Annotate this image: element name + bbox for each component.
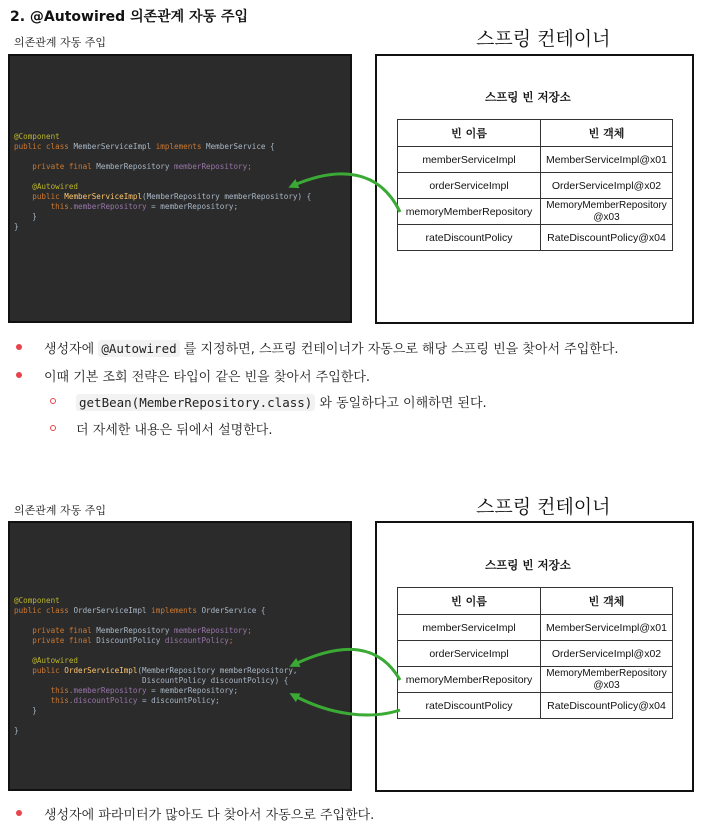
col-bean-object: 빈 객체 (541, 588, 673, 615)
bullet-dot (16, 810, 22, 816)
spring-container-box (375, 54, 694, 324)
bullet-text: 생성자에 @Autowired 를 지정하면, 스프링 컨테이너가 자동으로 해당 스프링 빈을 찾아서 주입한다. (44, 341, 619, 357)
col-bean-name: 빈 이름 (398, 588, 541, 615)
diagram-label: 의존관계 자동 주입 (14, 504, 107, 517)
bean-object-cell: RateDiscountPolicy@x04 (541, 225, 673, 251)
table-row (398, 225, 673, 251)
table-header-row (398, 120, 673, 147)
bean-object-cell: MemberServiceImpl@x01 (541, 615, 673, 641)
spring-container-box (375, 521, 694, 792)
bean-table (397, 119, 673, 251)
table-row (398, 147, 673, 173)
bean-repository-title: 스프링 빈 저장소 (485, 558, 571, 572)
table-row (398, 641, 673, 667)
code-block: @Component public class MemberServiceImpl implements MemberService { private final MemberRepository memberRepository; @Autowired public MemberServiceImpl(MemberRepository memberRepository) { this.memberRepository = memberRepository; } } (14, 132, 312, 231)
bean-object-cell: MemoryMemberRepository @x03 (541, 667, 673, 693)
bullet-dot (16, 372, 22, 378)
bullet-text: 이때 기본 조회 전략은 타입이 같은 빈을 찾아서 주입한다. (44, 370, 371, 385)
bean-object-cell: MemberServiceImpl@x01 (541, 147, 673, 173)
table-row (398, 667, 673, 693)
bean-name-cell: memberServiceImpl (398, 147, 541, 173)
bean-name-cell: memberServiceImpl (398, 615, 541, 641)
container-title: 스프링 컨테이너 (476, 496, 611, 518)
col-bean-name: 빈 이름 (398, 120, 541, 147)
table-row (398, 693, 673, 719)
bean-object-cell: MemoryMemberRepository @x03 (541, 199, 673, 225)
inline-code: @Autowired (98, 340, 179, 357)
table-header-row (398, 588, 673, 615)
bean-repository-title: 스프링 빈 저장소 (485, 90, 571, 104)
table-row (398, 615, 673, 641)
table-row (398, 173, 673, 199)
bullet-text: 더 자세한 내용은 뒤에서 설명한다. (76, 423, 273, 438)
bean-object-cell: OrderServiceImpl@x02 (541, 641, 673, 667)
bean-object-cell: OrderServiceImpl@x02 (541, 173, 673, 199)
bullet-text: 생성자에 파라미터가 많아도 다 찾아서 자동으로 주입한다. (44, 808, 375, 823)
bean-name-cell: memoryMemberRepository (398, 199, 541, 225)
sub-bullet-ring (50, 398, 56, 404)
section-heading: 2. @Autowired 의존관계 자동 주입 (10, 9, 249, 25)
bean-name-cell: orderServiceImpl (398, 173, 541, 199)
bean-name-cell: rateDiscountPolicy (398, 693, 541, 719)
inline-code: getBean(MemberRepository.class) (76, 394, 315, 411)
table-row (398, 199, 673, 225)
diagram-label: 의존관계 자동 주입 (14, 36, 107, 49)
code-panel (8, 521, 352, 791)
bean-table (397, 587, 673, 719)
bean-name-cell: orderServiceImpl (398, 641, 541, 667)
col-bean-object: 빈 객체 (541, 120, 673, 147)
container-title: 스프링 컨테이너 (476, 28, 611, 50)
sub-bullet-ring (50, 425, 56, 431)
bean-name-cell: rateDiscountPolicy (398, 225, 541, 251)
bean-name-cell: memoryMemberRepository (398, 667, 541, 693)
code-block: @Component public class OrderServiceImpl implements OrderService { private final MemberRepository memberRepository; private final DiscountPolicy discountPolicy; @Autowired public OrderServiceImpl(MemberRepository memberRepository, DiscountPolicy discountPolicy) { this.memberRepository = memberRepository; this.discountPolicy = discountPolicy; } } (14, 596, 298, 735)
bean-object-cell: RateDiscountPolicy@x04 (541, 693, 673, 719)
bullet-dot (16, 344, 22, 350)
bullet-text: getBean(MemberRepository.class) 와 동일하다고 이해하면 된다. (76, 392, 487, 411)
code-panel (8, 54, 352, 323)
